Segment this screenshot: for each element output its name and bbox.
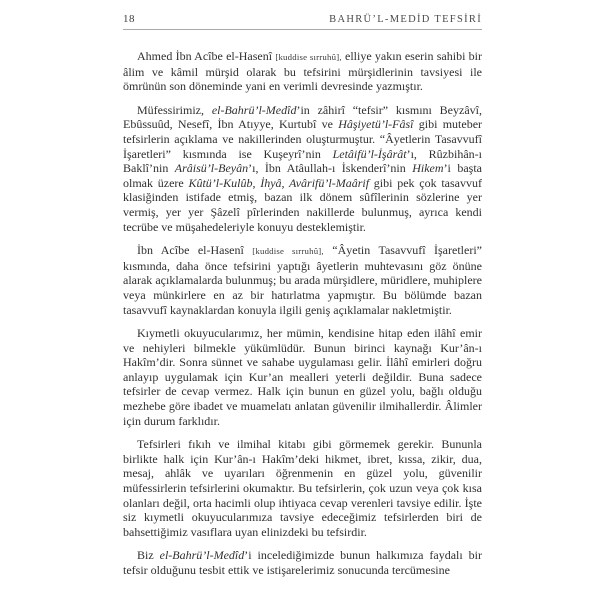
paragraph xyxy=(123,326,482,428)
book-title-italic: Letâifü’l-İşârât xyxy=(332,146,407,161)
text-run: Ahmed İbn Acîbe el-Hasenî xyxy=(137,49,276,63)
page-header xyxy=(123,13,482,30)
paragraph xyxy=(123,103,482,234)
paragraph xyxy=(123,437,482,539)
text-run: ’in zâhirî “tefsir” kısmını Beyzâvî, Ebûssuûd, Nesefî, İbn Atıyye, Kurtubî ve xyxy=(123,102,482,132)
text-run: Biz xyxy=(137,548,160,563)
book-title-italic: el-Bahrü’l-Medîd xyxy=(211,102,297,117)
text-run: Tefsirleri fıkıh ve ilmihal kitabı gibi görmemek gerekir. Bununla birlikte halk için Kur’ân-ı Hakîm’deki hikmet, ibret, kıssa, zikir, dua, mesaj, ahlâk ve uyarıları öğrenmenin en güzel yolu, güvenilir müfessirlerin tefsirlerini okumaktır. Bu tefsirlerin, çok uzun veya çok kısa olanları değil, orta hacimli olup ihtiyaca cevap verenleri tavsiye edilir. İşte siz kıymetli okuyucularımıza tavsiye edeceğimiz tefsirlerden biri de bahsettiğimiz vasıflara uyan elinizdeki bu tefsirdir. xyxy=(123,437,482,539)
text-run: gibi muteber tefsirlerin açıklama ve nakillerinden oluşturmuştur. “Âyetlerin Tasavvufî İşaretleri” kısmında ise Kuşeyrî’nin xyxy=(123,117,483,161)
text-run: “Âyetin Tasavvufî İşaretleri” kısmında, daha önce tefsirini yaptığı âyetlerin muhtevasını göz önüne alarak açıklamalarda bulunmuş; bu arada mürşidlere, müridlere, muhiplere veya münkirlere en az bir hatırlatma yapmıştır. Bu bölümde bazan tasavvufî kaynaklardan konuyla ilgili geniş açıklamalar nakletmiştir. xyxy=(123,243,482,317)
paragraph xyxy=(123,49,482,94)
text-run: Kıymetli okuyucularımız, her mümin, kendisine hitap eden ilâhî emir ve nehiyleri bilmekle yükümlüdür. Bunun birinci kaynağı Kur’ân-ı Hakîm’dir. Sonra sünnet ve sahabe uygulaması gelir. İlâhî emirleri doğru anlayıp uygulamak için Kur’an mealleri yeterli değildir. Buna sadece tefsirler de cevap vermez. Halk için bunun en güzel yolu, bağlı olduğu mezhebe göre ibadet ve muamelatı anlatan güvenilir ilmihallerdir. Âlimler için durum farklıdır. xyxy=(123,326,482,428)
text-block xyxy=(123,13,482,578)
text-run: Müfessirimiz, xyxy=(137,102,212,117)
book-title-italic: Arâisü’l-Beyân xyxy=(174,161,249,176)
body-paragraphs xyxy=(123,49,482,578)
book-title-italic: Hikem xyxy=(412,161,444,176)
paragraph xyxy=(123,243,482,317)
text-run: ’i incelediğimizde bunun halkımıza faydalı bir tefsir olduğunu tesbit ettik ve istişarelerimiz sonucunda tercümesine xyxy=(123,548,482,577)
book-title-italic: el-Bahrü’l-Medîd xyxy=(159,548,245,563)
running-title: BAHRÜ’L-MEDİD TEFSİRİ xyxy=(329,14,482,25)
text-run: gibi pek çok tasavvuf klasiğinden istifade etmiş, bazan ilk dönem sûfîlerinin sözlerine yer vermiş, yer yer Şâzelî pîrlerinden nakillerde bulunmuş, ayrıca kendi tecrübe ve müşahedeleriyle konuyu desteklemiştir. xyxy=(123,175,482,234)
text-run: elliye yakın eserin sahibi bir âlim ve kâmil mürşid olarak bu tefsirini mürşidlerinin tavsiyesi ile ömrünün son döneminde yani en verimli devresinde yazmıştır. xyxy=(123,49,482,94)
book-title-italic: Kûtü’l-Kulûb, İhyâ, Avârifü’l-Maârif xyxy=(188,175,370,190)
paragraph xyxy=(123,548,482,577)
book-title-italic: Hâşiyetü’l-Fâsî xyxy=(338,117,414,132)
text-run: ’i başta olmak üzere xyxy=(123,161,483,190)
honorific-small: [kuddise sırruhû], xyxy=(252,246,324,257)
page-number: 18 xyxy=(123,13,135,25)
text-run: ’ı, İbn Atâullah-ı İskenderî’nin xyxy=(248,161,413,176)
honorific-small: [kuddise sırruhû], xyxy=(275,52,342,62)
text-run: ’ı, Rûzbihân-ı Baklî’nin xyxy=(123,146,482,176)
text-run: İbn Acîbe el-Hasenî xyxy=(137,243,253,258)
